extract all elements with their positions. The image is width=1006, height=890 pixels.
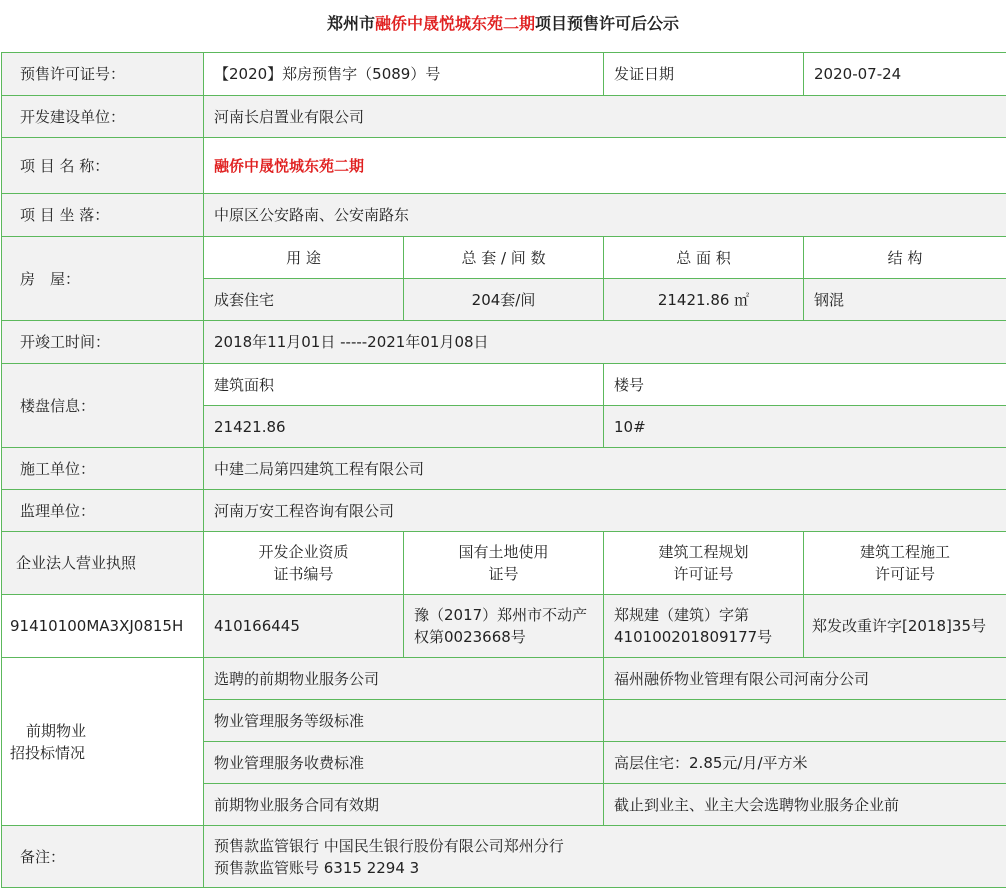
location-value: 中原区公安路南、公安南路东 <box>204 194 1006 237</box>
construction-period-value: 2018年11月01日 -----2021年01月08日 <box>204 321 1006 364</box>
license-header-land: 国有土地使用 证号 <box>404 532 604 595</box>
property-company-key: 选聘的前期物业服务公司 <box>204 658 604 700</box>
supervisor-value: 河南万安工程咨询有限公司 <box>204 490 1006 532</box>
property-level-key: 物业管理服务等级标准 <box>204 700 604 742</box>
project-name-label: 项 目 名 称： <box>2 138 204 194</box>
permit-label: 预售许可证号： <box>2 53 204 96</box>
property-row-1 <box>2 658 1006 700</box>
building-header-row <box>2 364 1006 406</box>
supervisor-row <box>2 490 1006 532</box>
contractor-value: 中建二局第四建筑工程有限公司 <box>204 448 1006 490</box>
license-header-construction: 建筑工程施工 许可证号 <box>804 532 1006 595</box>
construction-period-row <box>2 321 1006 364</box>
property-mgmt-label-line1: 前期物业 <box>26 721 87 740</box>
issue-date-label: 发证日期 <box>604 53 804 96</box>
presale-table <box>1 52 1006 888</box>
license-qualification-number: 410166445 <box>204 595 404 658</box>
developer-label: 开发建设单位： <box>2 96 204 138</box>
building-info-label: 楼盘信息： <box>2 364 204 448</box>
project-name-value: 融侨中晟悦城东苑二期 <box>204 138 1006 194</box>
remarks-label: 备注： <box>2 826 204 888</box>
issue-date-value: 2020-07-24 <box>804 53 1006 96</box>
developer-value: 河南长启置业有限公司 <box>204 96 1006 138</box>
developer-row <box>2 96 1006 138</box>
housing-label: 房 屋： <box>2 237 204 321</box>
supervisor-label: 监理单位： <box>2 490 204 532</box>
property-fee-value: 高层住宅：2.85元/月/平方米 <box>604 742 1006 784</box>
housing-header-row <box>2 237 1006 279</box>
remarks-row <box>2 826 1006 888</box>
building-number-value: 10# <box>604 406 1006 448</box>
housing-usage: 成套住宅 <box>204 279 404 321</box>
license-value-row <box>2 595 1006 658</box>
housing-area: 21421.86 ㎡ <box>604 279 804 321</box>
contractor-label: 施工单位： <box>2 448 204 490</box>
building-number-header: 楼号 <box>604 364 1006 406</box>
property-contract-key: 前期物业服务合同有效期 <box>204 784 604 826</box>
property-contract-value: 截止到业主、业主大会选聘物业服务企业前 <box>604 784 1006 826</box>
license-header-row <box>2 532 1006 595</box>
location-row <box>2 194 1006 237</box>
location-label: 项 目 坐 落： <box>2 194 204 237</box>
housing-units: 204套/间 <box>404 279 604 321</box>
title-project: 融侨中晟悦城东苑二期 <box>374 14 535 33</box>
property-company-value: 福州融侨物业管理有限公司河南分公司 <box>604 658 1006 700</box>
housing-header-area: 总 面 积 <box>604 237 804 279</box>
license-construction-number: 郑发改重许字[2018]35号 <box>804 595 1006 658</box>
license-header-planning: 建筑工程规划 许可证号 <box>604 532 804 595</box>
permit-row <box>2 53 1006 96</box>
title-suffix: 项目预售许可后公示 <box>535 14 680 33</box>
license-header-qualification: 开发企业资质 证书编号 <box>204 532 404 595</box>
building-area-header: 建筑面积 <box>204 364 604 406</box>
remarks-account: 预售款监管账号 6315 2294 3 <box>214 858 420 877</box>
property-level-value <box>604 700 1006 742</box>
housing-structure: 钢混 <box>804 279 1006 321</box>
page-title <box>0 0 1006 52</box>
property-mgmt-label <box>2 658 204 826</box>
remarks-value <box>204 826 1006 888</box>
housing-header-units: 总 套 / 间 数 <box>404 237 604 279</box>
license-land-number: 豫（2017）郑州市不动产权第0023668号 <box>404 595 604 658</box>
license-planning-number: 郑规建（建筑）字第410100201809177号 <box>604 595 804 658</box>
housing-header-usage: 用 途 <box>204 237 404 279</box>
license-business-number: 91410100MA3XJ0815H <box>2 595 204 658</box>
contractor-row <box>2 448 1006 490</box>
property-fee-key: 物业管理服务收费标准 <box>204 742 604 784</box>
housing-header-structure: 结 构 <box>804 237 1006 279</box>
title-prefix: 郑州市 <box>326 14 375 33</box>
property-mgmt-label-line2: 招投标情况 <box>10 743 86 762</box>
building-area-value: 21421.86 <box>204 406 604 448</box>
permit-value: 【2020】郑房预售字（5089）号 <box>204 53 604 96</box>
project-name-row <box>2 138 1006 194</box>
construction-period-label: 开竣工时间： <box>2 321 204 364</box>
license-header-business: 企业法人营业执照 <box>2 532 204 595</box>
remarks-bank: 预售款监管银行 中国民生银行股份有限公司郑州分行 <box>214 836 564 855</box>
